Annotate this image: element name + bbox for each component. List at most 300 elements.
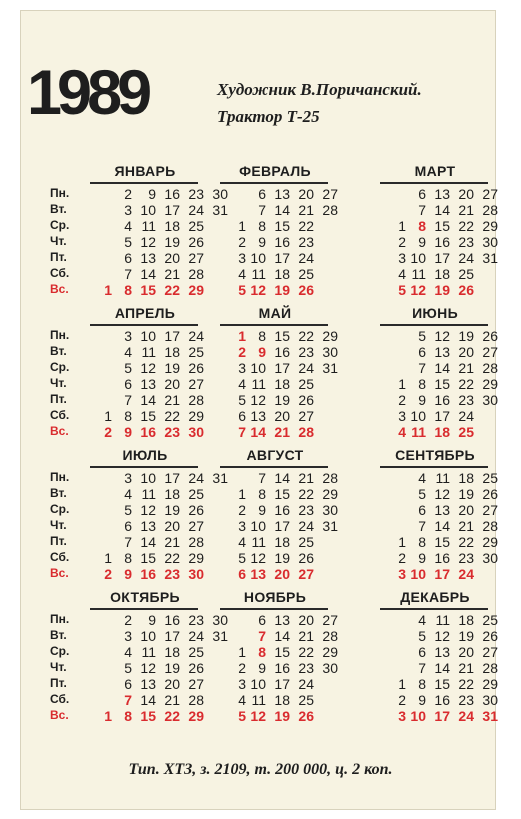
month-block: [50, 447, 228, 587]
date-cell: 13: [434, 344, 450, 360]
date-cell: 15: [274, 486, 290, 502]
date-cell: 28: [482, 202, 498, 218]
date-cell: 9: [124, 424, 132, 440]
weekday-label: Пт.: [50, 534, 67, 548]
date-cell: 13: [274, 612, 290, 628]
week-row: [180, 660, 340, 676]
date-cell: 25: [482, 470, 498, 486]
week-row: [340, 518, 500, 534]
week-row: [340, 534, 500, 550]
date-cell: 8: [418, 676, 426, 692]
date-cell: 24: [298, 518, 314, 534]
date-cell: 16: [434, 392, 450, 408]
date-cell: 30: [322, 344, 338, 360]
date-cell: 29: [322, 486, 338, 502]
date-cell: 27: [188, 250, 204, 266]
date-cell: 4: [124, 218, 132, 234]
date-cell: 4: [238, 266, 246, 282]
date-cell: 20: [164, 376, 180, 392]
week-row: [180, 424, 340, 440]
date-cell: 26: [298, 550, 314, 566]
date-cell: 6: [418, 344, 426, 360]
week-row: [180, 202, 340, 218]
date-cell: 22: [298, 218, 314, 234]
date-cell: 9: [258, 234, 266, 250]
date-cell: 10: [250, 250, 266, 266]
date-cell: 29: [322, 328, 338, 344]
date-cell: 8: [124, 282, 132, 298]
date-cell: 12: [140, 234, 156, 250]
date-cell: 21: [298, 628, 314, 644]
date-cell: 11: [251, 376, 266, 392]
date-cell: 21: [458, 660, 474, 676]
date-cell: 6: [124, 676, 132, 692]
date-cell: 16: [274, 234, 290, 250]
date-cell: 16: [434, 692, 450, 708]
month-block: [50, 163, 228, 303]
date-cell: 6: [418, 644, 426, 660]
date-cell: 23: [458, 692, 474, 708]
date-cell: 25: [188, 218, 204, 234]
date-cell: 3: [398, 566, 406, 582]
weekday-label: Вт.: [50, 486, 67, 500]
date-cell: 4: [124, 486, 132, 502]
month-block: [340, 589, 498, 729]
date-cell: 9: [418, 234, 426, 250]
date-cell: 18: [164, 344, 180, 360]
month-name: ИЮЛЬ: [122, 447, 168, 463]
date-cell: 24: [188, 628, 204, 644]
date-cell: 7: [258, 470, 266, 486]
week-row: [340, 708, 500, 724]
date-cell: 21: [164, 266, 180, 282]
date-cell: 31: [212, 628, 228, 644]
date-cell: 19: [164, 660, 180, 676]
date-cell: 11: [251, 266, 266, 282]
date-cell: 1: [238, 218, 246, 234]
month-underline: [380, 608, 488, 610]
month-block: [180, 447, 338, 587]
date-cell: 15: [140, 550, 156, 566]
date-cell: 18: [274, 266, 290, 282]
weekday-label: Чт.: [50, 376, 67, 390]
weekday-label: Пт.: [50, 250, 67, 264]
date-cell: 5: [418, 486, 426, 502]
date-cell: 27: [322, 612, 338, 628]
date-cell: 3: [398, 708, 406, 724]
date-cell: 21: [274, 424, 290, 440]
date-cell: 9: [418, 550, 426, 566]
date-cell: 1: [398, 534, 406, 550]
date-cell: 28: [322, 628, 338, 644]
date-cell: 28: [188, 534, 204, 550]
date-cell: 20: [274, 566, 290, 582]
date-cell: 4: [238, 534, 246, 550]
date-cell: 3: [238, 518, 246, 534]
date-cell: 2: [238, 502, 246, 518]
date-cell: 23: [458, 392, 474, 408]
date-cell: 30: [212, 186, 228, 202]
month-underline: [220, 324, 328, 326]
date-cell: 30: [482, 392, 498, 408]
date-cell: 1: [398, 376, 406, 392]
date-cell: 13: [434, 502, 450, 518]
date-cell: 24: [188, 202, 204, 218]
date-cell: 28: [322, 470, 338, 486]
week-row: [340, 628, 500, 644]
date-cell: 6: [258, 612, 266, 628]
date-cell: 7: [418, 660, 426, 676]
date-cell: 30: [188, 566, 204, 582]
date-cell: 12: [434, 328, 450, 344]
date-cell: 31: [212, 202, 228, 218]
date-cell: 2: [104, 424, 112, 440]
date-cell: 26: [298, 708, 314, 724]
date-cell: 3: [398, 250, 406, 266]
date-cell: 5: [398, 282, 406, 298]
date-cell: 14: [250, 424, 266, 440]
date-cell: 22: [458, 218, 474, 234]
week-row: [340, 250, 500, 266]
date-cell: 29: [322, 644, 338, 660]
date-cell: 2: [238, 660, 246, 676]
date-cell: 12: [250, 282, 266, 298]
week-row: [180, 408, 340, 424]
month-block: [50, 589, 228, 729]
date-cell: 29: [482, 376, 498, 392]
month-block: [180, 163, 338, 303]
week-row: [180, 392, 340, 408]
date-cell: 17: [274, 518, 290, 534]
date-cell: 26: [482, 486, 498, 502]
date-cell: 20: [458, 644, 474, 660]
date-cell: 21: [164, 692, 180, 708]
date-cell: 1: [104, 282, 112, 298]
month-block: [180, 589, 338, 729]
month-block: [50, 305, 204, 445]
date-cell: 7: [418, 518, 426, 534]
date-cell: 20: [458, 502, 474, 518]
date-cell: 10: [140, 628, 156, 644]
weekday-label: Чт.: [50, 660, 67, 674]
date-cell: 13: [140, 376, 156, 392]
date-cell: 5: [418, 628, 426, 644]
date-cell: 9: [418, 392, 426, 408]
date-cell: 22: [458, 676, 474, 692]
week-row: [180, 282, 340, 298]
date-cell: 19: [164, 360, 180, 376]
date-cell: 15: [274, 218, 290, 234]
date-cell: 23: [298, 234, 314, 250]
date-cell: 7: [124, 392, 132, 408]
date-cell: 27: [188, 376, 204, 392]
date-cell: 17: [164, 628, 180, 644]
date-cell: 14: [140, 534, 156, 550]
week-row: [340, 470, 500, 486]
month-name: ИЮНЬ: [412, 305, 458, 321]
date-cell: 24: [298, 360, 314, 376]
date-cell: 23: [458, 234, 474, 250]
weekday-label: Сб.: [50, 550, 70, 564]
date-cell: 19: [164, 502, 180, 518]
date-cell: 18: [274, 692, 290, 708]
date-cell: 9: [148, 612, 156, 628]
date-cell: 31: [322, 518, 338, 534]
month-name: ФЕВРАЛЬ: [239, 163, 311, 179]
date-cell: 3: [124, 628, 132, 644]
date-cell: 17: [164, 202, 180, 218]
date-cell: 3: [124, 328, 132, 344]
date-cell: 14: [434, 360, 450, 376]
date-cell: 18: [164, 218, 180, 234]
date-cell: 7: [124, 692, 132, 708]
date-cell: 18: [164, 644, 180, 660]
date-cell: 4: [418, 470, 426, 486]
date-cell: 23: [188, 612, 204, 628]
week-row: [340, 360, 500, 376]
weekday-label: Сб.: [50, 692, 70, 706]
week-row: [180, 218, 340, 234]
date-cell: 19: [458, 328, 474, 344]
date-cell: 14: [434, 660, 450, 676]
month-underline: [220, 466, 328, 468]
date-cell: 6: [124, 518, 132, 534]
date-cell: 19: [274, 550, 290, 566]
date-cell: 24: [188, 328, 204, 344]
date-cell: 23: [164, 566, 180, 582]
date-cell: 18: [434, 266, 450, 282]
date-cell: 15: [434, 218, 450, 234]
date-cell: 21: [164, 534, 180, 550]
date-cell: 8: [258, 218, 266, 234]
date-cell: 30: [322, 660, 338, 676]
date-cell: 4: [418, 612, 426, 628]
date-cell: 30: [212, 612, 228, 628]
date-cell: 24: [458, 250, 474, 266]
date-cell: 16: [434, 550, 450, 566]
date-cell: 26: [482, 328, 498, 344]
weekday-label: Пн.: [50, 186, 70, 200]
date-cell: 5: [124, 660, 132, 676]
date-cell: 13: [250, 408, 266, 424]
week-row: [340, 266, 500, 282]
week-row: [340, 644, 500, 660]
date-cell: 23: [298, 344, 314, 360]
week-row: [340, 218, 500, 234]
date-cell: 22: [298, 328, 314, 344]
date-cell: 2: [398, 692, 406, 708]
weekday-label: Пт.: [50, 392, 67, 406]
month-underline: [380, 324, 488, 326]
date-cell: 12: [250, 550, 266, 566]
date-cell: 14: [274, 202, 290, 218]
date-cell: 25: [298, 376, 314, 392]
date-cell: 25: [188, 486, 204, 502]
date-cell: 29: [482, 534, 498, 550]
date-cell: 17: [434, 250, 450, 266]
date-cell: 20: [458, 186, 474, 202]
date-cell: 19: [274, 282, 290, 298]
date-cell: 10: [410, 566, 426, 582]
month-name: СЕНТЯБРЬ: [395, 447, 475, 463]
date-cell: 25: [458, 266, 474, 282]
date-cell: 23: [298, 660, 314, 676]
date-cell: 12: [140, 660, 156, 676]
date-cell: 6: [124, 376, 132, 392]
week-row: [340, 502, 500, 518]
date-cell: 25: [298, 266, 314, 282]
month-name: НОЯБРЬ: [243, 589, 307, 605]
date-cell: 15: [434, 676, 450, 692]
date-cell: 10: [410, 250, 426, 266]
week-row: [180, 566, 340, 582]
weekday-label: Сб.: [50, 266, 70, 280]
date-cell: 8: [124, 408, 132, 424]
date-cell: 17: [434, 566, 450, 582]
week-row: [180, 534, 340, 550]
date-cell: 20: [274, 408, 290, 424]
date-cell: 16: [274, 502, 290, 518]
date-cell: 21: [458, 360, 474, 376]
weekday-label: Ср.: [50, 218, 70, 232]
date-cell: 22: [164, 408, 180, 424]
date-cell: 15: [140, 282, 156, 298]
week-row: [180, 676, 340, 692]
date-cell: 19: [274, 392, 290, 408]
date-cell: 11: [251, 534, 266, 550]
date-cell: 8: [258, 328, 266, 344]
date-cell: 27: [482, 186, 498, 202]
date-cell: 8: [418, 376, 426, 392]
week-row: [180, 612, 340, 628]
date-cell: 9: [148, 186, 156, 202]
date-cell: 15: [434, 376, 450, 392]
week-row: [180, 518, 340, 534]
date-cell: 7: [238, 424, 246, 440]
date-cell: 10: [410, 408, 426, 424]
date-cell: 27: [322, 186, 338, 202]
date-cell: 12: [410, 282, 426, 298]
date-cell: 26: [458, 282, 474, 298]
weekday-label: Вс.: [50, 708, 69, 722]
week-row: [340, 392, 500, 408]
date-cell: 11: [141, 344, 156, 360]
date-cell: 2: [238, 344, 246, 360]
date-cell: 16: [274, 660, 290, 676]
date-cell: 26: [482, 628, 498, 644]
date-cell: 27: [188, 518, 204, 534]
month-name: ЯНВАРЬ: [114, 163, 176, 179]
weekday-label: Вт.: [50, 344, 67, 358]
date-cell: 18: [274, 376, 290, 392]
weekday-label: Вс.: [50, 424, 69, 438]
date-cell: 27: [482, 644, 498, 660]
date-cell: 26: [188, 360, 204, 376]
date-cell: 7: [124, 266, 132, 282]
date-cell: 28: [188, 692, 204, 708]
date-cell: 2: [398, 392, 406, 408]
date-cell: 4: [238, 376, 246, 392]
date-cell: 6: [238, 566, 246, 582]
week-row: [340, 234, 500, 250]
date-cell: 5: [238, 282, 246, 298]
date-cell: 21: [298, 202, 314, 218]
date-cell: 21: [298, 470, 314, 486]
date-cell: 25: [482, 612, 498, 628]
date-cell: 30: [322, 502, 338, 518]
week-row: [180, 692, 340, 708]
weekday-label: Ср.: [50, 360, 70, 374]
date-cell: 28: [188, 392, 204, 408]
date-cell: 16: [434, 234, 450, 250]
week-row: [340, 186, 500, 202]
week-row: [340, 376, 500, 392]
date-cell: 20: [458, 344, 474, 360]
date-cell: 1: [238, 328, 246, 344]
date-cell: 5: [238, 708, 246, 724]
month-name: ДЕКАБРЬ: [400, 589, 470, 605]
date-cell: 19: [458, 628, 474, 644]
date-cell: 26: [188, 234, 204, 250]
date-cell: 13: [250, 566, 266, 582]
date-cell: 17: [434, 708, 450, 724]
weekday-label: Вт.: [50, 628, 67, 642]
date-cell: 24: [298, 676, 314, 692]
date-cell: 8: [258, 486, 266, 502]
weekday-label: Вс.: [50, 566, 69, 580]
date-cell: 15: [140, 708, 156, 724]
date-cell: 9: [124, 566, 132, 582]
date-cell: 11: [411, 424, 426, 440]
month-underline: [380, 466, 488, 468]
week-row: [340, 566, 500, 582]
date-cell: 25: [188, 344, 204, 360]
date-cell: 18: [164, 486, 180, 502]
date-cell: 3: [398, 408, 406, 424]
date-cell: 14: [274, 628, 290, 644]
date-cell: 27: [482, 344, 498, 360]
date-cell: 12: [434, 628, 450, 644]
date-cell: 13: [434, 644, 450, 660]
date-cell: 15: [140, 408, 156, 424]
date-cell: 24: [298, 250, 314, 266]
date-cell: 11: [141, 644, 156, 660]
date-cell: 6: [124, 250, 132, 266]
date-cell: 10: [140, 470, 156, 486]
month-block: [340, 163, 498, 303]
date-cell: 3: [124, 202, 132, 218]
date-cell: 10: [410, 708, 426, 724]
date-cell: 2: [398, 550, 406, 566]
date-cell: 30: [482, 234, 498, 250]
date-cell: 31: [482, 708, 498, 724]
date-cell: 3: [238, 250, 246, 266]
date-cell: 25: [188, 644, 204, 660]
week-row: [340, 344, 500, 360]
week-row: [340, 660, 500, 676]
date-cell: 28: [298, 424, 314, 440]
date-cell: 16: [274, 344, 290, 360]
week-row: [340, 424, 500, 440]
date-cell: 10: [140, 328, 156, 344]
date-cell: 23: [458, 550, 474, 566]
date-cell: 30: [482, 550, 498, 566]
date-cell: 2: [124, 612, 132, 628]
date-cell: 10: [250, 676, 266, 692]
date-cell: 20: [298, 186, 314, 202]
date-cell: 2: [238, 234, 246, 250]
date-cell: 20: [164, 250, 180, 266]
